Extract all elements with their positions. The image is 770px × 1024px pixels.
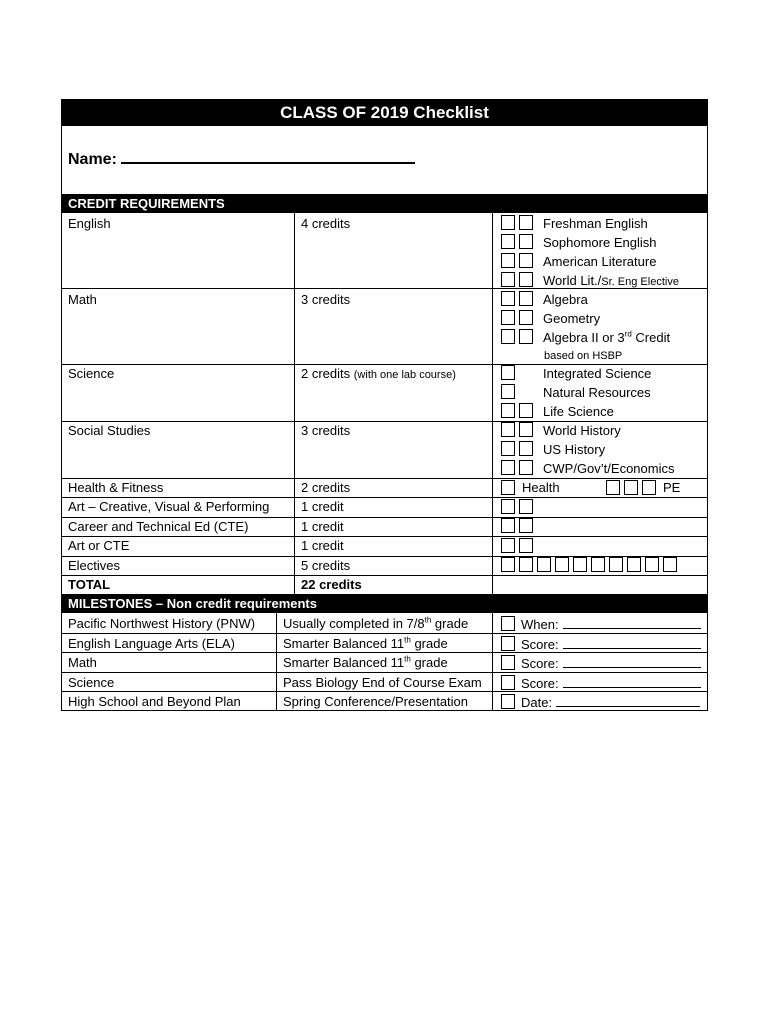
checkbox[interactable] [501, 384, 515, 399]
cte-label: Career and Technical Ed (CTE) [68, 519, 249, 534]
checkbox[interactable] [537, 557, 551, 572]
checkbox[interactable] [501, 675, 515, 690]
milestone-label: Science [68, 675, 115, 690]
checkbox[interactable] [501, 215, 515, 230]
course-label: Algebra II or 3rd Credit [543, 329, 671, 345]
checkbox[interactable] [501, 441, 515, 456]
milestone-field[interactable]: Date: [521, 694, 700, 711]
milestone-requirement: Usually completed in 7/8th grade [283, 615, 469, 631]
checkbox[interactable] [519, 538, 533, 553]
checkbox[interactable] [501, 557, 515, 572]
row-divider [62, 672, 707, 673]
fill-line[interactable] [556, 694, 700, 707]
checkbox[interactable] [606, 480, 620, 495]
row-divider [62, 497, 707, 498]
milestone-field[interactable]: Score: [521, 636, 701, 653]
checkbox[interactable] [501, 422, 515, 437]
milestone-field[interactable]: When: [521, 616, 701, 633]
checkbox[interactable] [609, 557, 623, 572]
milestone-field[interactable]: Score: [521, 655, 701, 672]
social-credits: 3 credits [301, 423, 351, 438]
checkbox[interactable] [519, 272, 533, 287]
checkbox[interactable] [519, 518, 533, 533]
credit-requirements-header: CREDIT REQUIREMENTS [62, 194, 707, 213]
cte-credits: 1 credit [301, 519, 344, 534]
checkbox[interactable] [642, 480, 656, 495]
health-credits: 2 credits [301, 480, 351, 495]
checkbox[interactable] [501, 329, 515, 344]
checkbox[interactable] [501, 636, 515, 651]
checkbox[interactable] [501, 655, 515, 670]
artcte-label: Art or CTE [68, 538, 130, 553]
checkbox[interactable] [501, 365, 515, 380]
milestone-requirement: Spring Conference/Presentation [283, 694, 469, 709]
row-divider [62, 478, 707, 479]
checkbox[interactable] [519, 499, 533, 514]
milestone-label: English Language Arts (ELA) [68, 636, 235, 651]
row-divider [62, 421, 707, 422]
course-label: American Literature [543, 254, 657, 269]
checkbox[interactable] [501, 234, 515, 249]
checkbox[interactable] [501, 253, 515, 268]
checkbox[interactable] [501, 694, 515, 709]
page-title: CLASS OF 2019 Checklist [62, 100, 707, 126]
name-field[interactable] [68, 148, 415, 169]
checkbox[interactable] [501, 460, 515, 475]
course-label: Freshman English [543, 216, 648, 231]
checkbox[interactable] [519, 460, 533, 475]
course-label: US History [543, 442, 606, 457]
checkbox[interactable] [519, 291, 533, 306]
total-credits: 22 credits [301, 577, 362, 592]
checkbox[interactable] [501, 291, 515, 306]
fill-line[interactable] [563, 655, 701, 668]
fill-line[interactable] [563, 636, 701, 649]
checkbox[interactable] [501, 310, 515, 325]
checkbox[interactable] [519, 234, 533, 249]
course-label: World History [543, 423, 621, 438]
milestones-header: MILESTONES – Non credit requirements [62, 594, 707, 613]
course-label: Geometry [543, 311, 601, 326]
checkbox[interactable] [501, 272, 515, 287]
course-label: CWP/Gov’t/Economics [543, 461, 675, 476]
checkbox[interactable] [519, 329, 533, 344]
art-label: Art – Creative, Visual & Performing [68, 499, 270, 514]
course-note: based on HSBP [544, 350, 623, 362]
milestone-field[interactable]: Score: [521, 675, 701, 692]
course-label: Integrated Science [543, 366, 652, 381]
checkbox[interactable] [627, 557, 641, 572]
milestone-requirement: Pass Biology End of Course Exam [283, 675, 482, 690]
checkbox[interactable] [501, 616, 515, 631]
course-label: Algebra [543, 292, 588, 307]
total-label: TOTAL [68, 577, 111, 592]
milestone-requirement: Smarter Balanced 11th grade [283, 654, 448, 670]
science-credits: 2 credits (with one lab course) [301, 366, 456, 381]
row-divider [62, 536, 707, 537]
row-divider [62, 517, 707, 518]
checkbox[interactable] [519, 253, 533, 268]
milestone-requirement: Smarter Balanced 11th grade [283, 635, 448, 651]
col-divider [276, 613, 277, 711]
pe-option: PE [663, 480, 681, 495]
checkbox[interactable] [555, 557, 569, 572]
row-divider [62, 633, 707, 634]
col-divider [492, 613, 493, 711]
checkbox[interactable] [519, 422, 533, 437]
course-label: World Lit./Sr. Eng Elective [543, 273, 679, 288]
fill-line[interactable] [563, 675, 701, 688]
social-label: Social Studies [68, 423, 151, 438]
math-credits: 3 credits [301, 292, 351, 307]
science-label: Science [68, 366, 115, 381]
checkbox[interactable] [519, 310, 533, 325]
art-credits: 1 credit [301, 499, 344, 514]
checkbox[interactable] [519, 215, 533, 230]
health-label: Health & Fitness [68, 480, 164, 495]
checkbox[interactable] [501, 518, 515, 533]
fill-line[interactable] [563, 616, 701, 629]
checkbox[interactable] [645, 557, 659, 572]
milestone-label: Math [68, 655, 97, 670]
course-label: Natural Resources [543, 385, 651, 400]
checkbox[interactable] [573, 557, 587, 572]
artcte-credits: 1 credit [301, 538, 344, 553]
name-label: Name: [68, 151, 117, 168]
checkbox[interactable] [624, 480, 638, 495]
checkbox[interactable] [501, 403, 515, 418]
math-label: Math [68, 292, 97, 307]
english-label: English [68, 216, 111, 231]
name-line[interactable] [121, 148, 415, 164]
course-label: Sophomore English [543, 235, 657, 250]
checklist-form [61, 99, 708, 711]
checkbox[interactable] [501, 499, 515, 514]
checkbox[interactable] [519, 403, 533, 418]
milestone-label: Pacific Northwest History (PNW) [68, 616, 256, 631]
electives-label: Electives [68, 558, 121, 573]
milestone-label: High School and Beyond Plan [68, 694, 241, 709]
english-credits: 4 credits [301, 216, 351, 231]
row-divider [62, 364, 707, 365]
health-option: Health [522, 480, 560, 495]
course-label: Life Science [543, 404, 614, 419]
checkbox[interactable] [519, 441, 533, 456]
row-divider [62, 575, 707, 576]
checkbox[interactable] [501, 538, 515, 553]
checkbox[interactable] [663, 557, 677, 572]
checkbox[interactable] [591, 557, 605, 572]
checkbox[interactable] [501, 480, 515, 495]
checkbox[interactable] [519, 557, 533, 572]
electives-credits: 5 credits [301, 558, 351, 573]
